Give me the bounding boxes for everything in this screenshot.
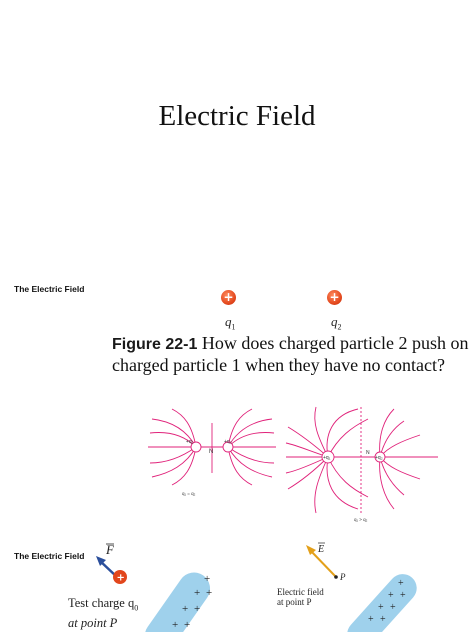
svg-text:+: + — [388, 590, 394, 601]
charge-q2-icon: + — [327, 290, 342, 305]
svg-text:+: + — [368, 614, 374, 625]
field-lines-equal-charges — [148, 409, 276, 485]
test-charge-sign: + — [116, 572, 125, 584]
right-diagram-caption: q₁ > q₂ — [354, 517, 368, 522]
left-diagram-charge-b-label: +q₂ — [224, 439, 232, 445]
svg-text:+: + — [378, 602, 384, 613]
slide-title: Electric Field — [158, 100, 316, 132]
charge-q2-label: $q_2$ — [331, 314, 342, 332]
figure-caption — [112, 333, 472, 375]
test-charge-caption-line2: at point P — [68, 615, 118, 630]
svg-text:+: + — [194, 603, 201, 615]
charge-q1-label: $q_1$ — [225, 314, 236, 332]
svg-text:+: + — [398, 578, 404, 589]
field-caption — [277, 587, 324, 607]
svg-text:+: + — [172, 619, 179, 631]
test-charge-caption-line1: Test charge $q_0$ — [68, 596, 139, 613]
figure-question: How does charged particle 2 push on charged particle 1 when they have no contact? — [112, 333, 469, 375]
right-diagram-neutral-point: N — [366, 450, 370, 456]
right-diagram-charge-a-label: +q₁ — [323, 455, 331, 461]
svg-text:+: + — [400, 590, 406, 601]
svg-text:+: + — [390, 602, 396, 613]
field-vector-label: E — [318, 544, 325, 555]
svg-text:+: + — [184, 619, 191, 631]
field-caption-line1: Electric field — [277, 587, 324, 597]
right-diagram-charge-b-label: +q₂ — [375, 455, 383, 461]
section-heading-2: The Electric Field — [14, 551, 85, 561]
test-charge-caption — [68, 596, 138, 630]
left-diagram-neutral-point: N — [209, 449, 214, 455]
svg-text:+: + — [194, 587, 201, 599]
field-lines-unequal-charges — [286, 407, 438, 515]
svg-text:+: + — [380, 614, 386, 625]
force-vector-label: F — [106, 542, 114, 557]
left-diagram-caption: q₁ = q₂ — [182, 491, 196, 496]
field-caption-line2: at point P — [277, 597, 312, 607]
point-p-marker — [334, 575, 338, 579]
figure-number: Figure 22-1 — [112, 336, 198, 353]
section-heading-1: The Electric Field — [14, 284, 85, 294]
left-diagram-charge-a-label: +q₁ — [186, 439, 194, 445]
charge-q1-icon: + — [221, 290, 236, 305]
point-p-label: P — [340, 572, 346, 582]
svg-text:+: + — [206, 587, 213, 599]
field-lines-diagrams — [148, 405, 448, 525]
svg-text:+: + — [204, 573, 211, 585]
svg-text:+: + — [182, 603, 189, 615]
